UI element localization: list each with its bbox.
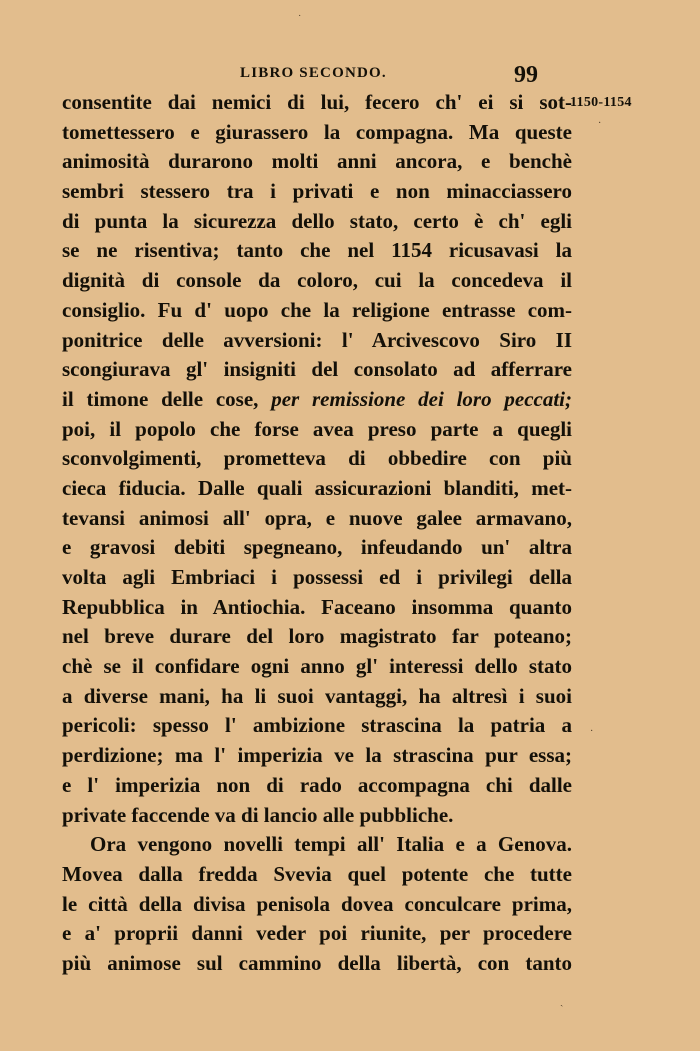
text-line bbox=[62, 296, 572, 326]
text-line bbox=[62, 622, 572, 652]
text-line bbox=[62, 652, 572, 682]
text-line bbox=[62, 860, 572, 890]
print-speck: · bbox=[598, 118, 602, 129]
text-line bbox=[62, 88, 572, 118]
text-line-content: consentite dai nemici di lui, fecero ch' ei si sot- bbox=[62, 90, 572, 114]
text-line bbox=[62, 771, 572, 801]
text-line-content: private faccende va di lancio alle pubbliche. bbox=[62, 802, 454, 827]
text-line-content: di punta la sicurezza dello stato, certo è ch' egli bbox=[62, 208, 572, 233]
text-line bbox=[62, 504, 572, 534]
print-speck: · bbox=[590, 726, 594, 737]
text-line-content: scongiurava gl' insigniti del consolato ad afferrare bbox=[62, 357, 572, 382]
print-speck: ˙ bbox=[298, 14, 302, 25]
text-line-content: dignità di console da coloro, cui la concedeva il bbox=[62, 268, 572, 293]
text-line bbox=[62, 563, 572, 593]
text-line-content: sembri stessero tra i privati e non minacciassero bbox=[62, 179, 572, 204]
text-line bbox=[62, 682, 572, 712]
text-line-content: tomettessero e giurassero la compagna. Ma queste bbox=[62, 119, 572, 144]
page-number: 99 bbox=[514, 62, 538, 88]
text-line-content: le città della divisa penisola dovea conculcare prima, bbox=[62, 891, 572, 916]
text-line bbox=[62, 177, 572, 207]
text-line-content: poi, il popolo che forse avea preso parte a quegli bbox=[62, 416, 572, 441]
text-line-content: consiglio. Fu d' uopo che la religione entrasse com- bbox=[62, 297, 572, 322]
text-line-content: sconvolgimenti, prometteva di obbedire con più bbox=[62, 446, 572, 471]
text-line bbox=[62, 236, 572, 266]
text-line bbox=[62, 830, 572, 860]
text-line-content: se ne risentiva; tanto che nel 1154 ricusavasi la bbox=[62, 238, 572, 263]
text-line bbox=[62, 385, 572, 415]
text-line bbox=[62, 326, 572, 356]
italic-phrase: per remissione dei loro peccati; bbox=[271, 386, 572, 411]
text-line-content: ponitrice delle avversioni: l' Arcivescovo Siro II bbox=[62, 327, 572, 352]
text-line-content: cieca fiducia. Dalle quali assicurazioni blanditi, met- bbox=[62, 475, 572, 500]
text-line-content: nel breve durare del loro magistrato far poteano; bbox=[62, 624, 572, 649]
text-line-content: Ora vengono novelli tempi all' Italia e a Genova. bbox=[90, 832, 572, 857]
text-line bbox=[62, 266, 572, 296]
text-line-content: perdizione; ma l' imperizia ve la strascina pur essa; bbox=[62, 743, 572, 768]
text-line-content: a diverse mani, ha li suoi vantaggi, ha altresì i suoi bbox=[62, 683, 572, 708]
body-text bbox=[62, 88, 572, 979]
text-line-content: e gravosi debiti spegneano, infeudando un' altra bbox=[62, 535, 572, 560]
text-line bbox=[62, 711, 572, 741]
text-line-content: chè se il confidare ogni anno gl' interessi dello stato bbox=[62, 654, 572, 679]
text-line bbox=[62, 118, 572, 148]
text-line-content: e l' imperizia non di rado accompagna chi dalle bbox=[62, 772, 572, 797]
text-line bbox=[62, 355, 572, 385]
text-line bbox=[62, 919, 572, 949]
text-line bbox=[62, 533, 572, 563]
running-title: LIBRO SECONDO. bbox=[240, 65, 387, 81]
text-line bbox=[62, 415, 572, 445]
text-line-content: e a' proprii danni veder poi riunite, per procedere bbox=[62, 921, 572, 946]
print-speck: ˏ bbox=[560, 996, 564, 1007]
text-line-content: Repubblica in Antiochia. Faceano insomma quanto bbox=[62, 594, 572, 619]
text-line bbox=[62, 444, 572, 474]
text-line-content: pericoli: spesso l' ambizione strascina la patria a bbox=[62, 713, 572, 738]
text-line bbox=[62, 593, 572, 623]
text-line-content: il timone delle cose, bbox=[62, 386, 272, 411]
text-line bbox=[62, 207, 572, 237]
text-line bbox=[62, 949, 572, 979]
text-line-content: Movea dalla fredda Svevia quel potente che tutte bbox=[62, 861, 572, 886]
text-line bbox=[62, 741, 572, 771]
text-line-content: animosità durarono molti anni ancora, e benchè bbox=[62, 149, 572, 174]
text-line bbox=[62, 474, 572, 504]
text-line bbox=[62, 890, 572, 920]
text-line bbox=[62, 801, 572, 831]
text-line-content: tevansi animosi all' opra, e nuove galee armavano, bbox=[62, 505, 572, 530]
margin-date-note: 1150-1154 bbox=[570, 95, 632, 110]
text-line-content: volta agli Embriaci i possessi ed i privilegi della bbox=[62, 565, 572, 589]
text-line bbox=[62, 147, 572, 177]
text-line-content: più animose sul cammino della libertà, con tanto bbox=[62, 950, 572, 975]
